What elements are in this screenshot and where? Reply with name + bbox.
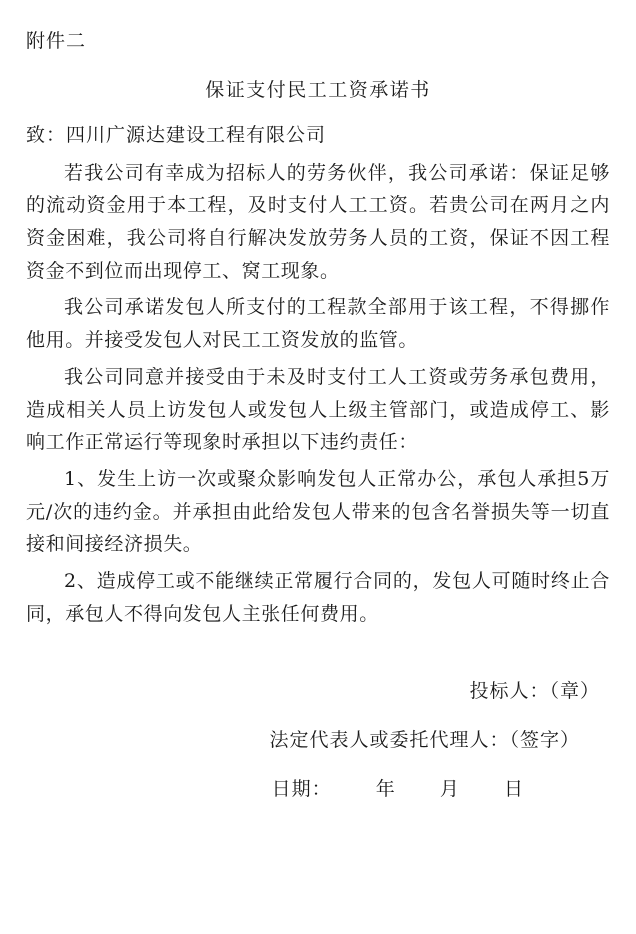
paragraph: 2、造成停工或不能继续正常履行合同的，发包人可随时终止合同，承包人不得向发包人主张任何费用。	[26, 569, 610, 625]
date-label: 日期：	[271, 778, 332, 801]
paragraph: 若我公司有幸成为招标人的劳务伙伴，我公司承诺：保证足够的流动资金用于本工程，及时支付人工工资。若贵公司在两月之内资金困难，我公司将自行解决发放劳务人员的工资，保证不因工程资金不到位而出现停工、窝工现象。	[26, 161, 610, 282]
page-title: 保证支付民工工资承诺书	[205, 78, 431, 101]
paragraph: 我公司承诺发包人所支付的工程款全部用于该工程，不得挪作他用。并接受发包人对民工工资发放的监管。	[26, 296, 610, 352]
date-year-label: 年	[375, 778, 396, 801]
date-month-label: 月	[439, 778, 460, 801]
bidder-signature-line: 投标人：（章）	[469, 680, 600, 703]
legal-representative-signature-line: 法定代表人或委托代理人：（签字）	[269, 729, 580, 752]
addressee-line: 致：四川广源达建设工程有限公司	[26, 123, 327, 146]
date-day-label: 日	[503, 778, 524, 801]
date-line	[26, 774, 610, 801]
attachment-label: 附件二	[26, 30, 87, 52]
signature-block	[26, 676, 610, 801]
paragraph: 我公司同意并接受由于未及时支付工人工资或劳务承包费用，造成相关人员上访发包人或发包人上级主管部门，或造成停工、影响工作正常运行等现象时承担以下违约责任：	[26, 365, 610, 454]
paragraph: 1、发生上访一次或聚众影响发包人正常办公，承包人承担5万元/次的违约金。并承担由此给发包人带来的包含名誉损失等一切直接和间接经济损失。	[26, 467, 610, 556]
